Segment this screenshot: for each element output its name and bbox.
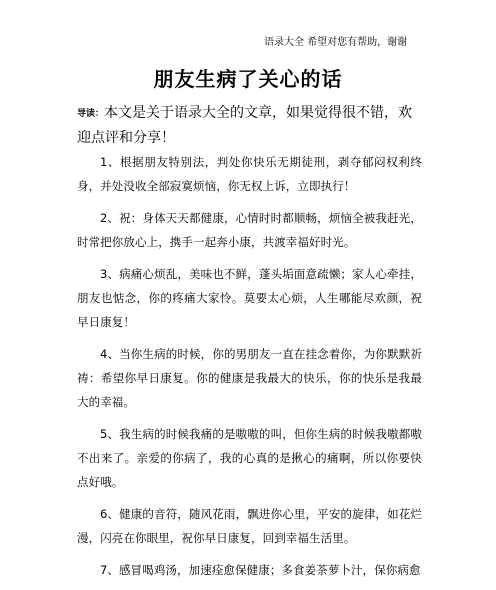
- paragraph-5: 5、我生病的时候我痛的是嗷嗷的叫，但你生病的时候我嗷都嗷不出来了。亲爱的你病了，我的心真的是揪心的痛啊，所以你要快点好哦。: [77, 427, 422, 489]
- article-intro: [77, 101, 422, 150]
- paragraph-4: 4、当你生病的时候，你的男朋友一直在挂念着你，为你默默祈祷：希望你早日康复。你的健康是我最大的快乐，你的快乐是我最大的幸福。: [77, 347, 422, 409]
- paragraph-1: 1、根据朋友特别法，判处你快乐无期徒刑，剥夺郁闷权利终身，并处没收全部寂寞烦恼，你无权上诉，立即执行！: [77, 155, 422, 193]
- paragraph-7: 7、感冒喝鸡汤，加速痊愈保健康；多食姜茶萝卜汁，保你病愈: [100, 563, 421, 577]
- paragraph-2: 2、祝：身体天天都健康，心情时时都顺畅，烦恼全被我赶光，时常把你放心上，携手一起奔小康，共渡幸福好时光。: [77, 211, 422, 249]
- intro-label: 导读：: [77, 109, 105, 119]
- article-body: [77, 150, 422, 590]
- paragraph-6: 6、健康的音符，随风花雨，飘进你心里，平安的旋律，如花烂漫，闪亮在你眼里，祝你早日康复，回到幸福生活里。: [77, 507, 422, 545]
- article-title: 朋友生病了关心的话: [153, 67, 343, 91]
- paragraph-3: 3、病痛心烦乱，美味也不鲜，蓬头垢面意疏懒；家人心牵挂，朋友也惦念，你的疼痛大家怜。莫要太心烦，人生哪能尽欢颜，祝早日康复！: [77, 267, 422, 329]
- header-note: 语录大全 希望对您有帮助，谢谢: [264, 37, 408, 48]
- intro-text: 本文是关于语录大全的文章，如果觉得很不错，欢迎点评和分享！: [77, 105, 413, 146]
